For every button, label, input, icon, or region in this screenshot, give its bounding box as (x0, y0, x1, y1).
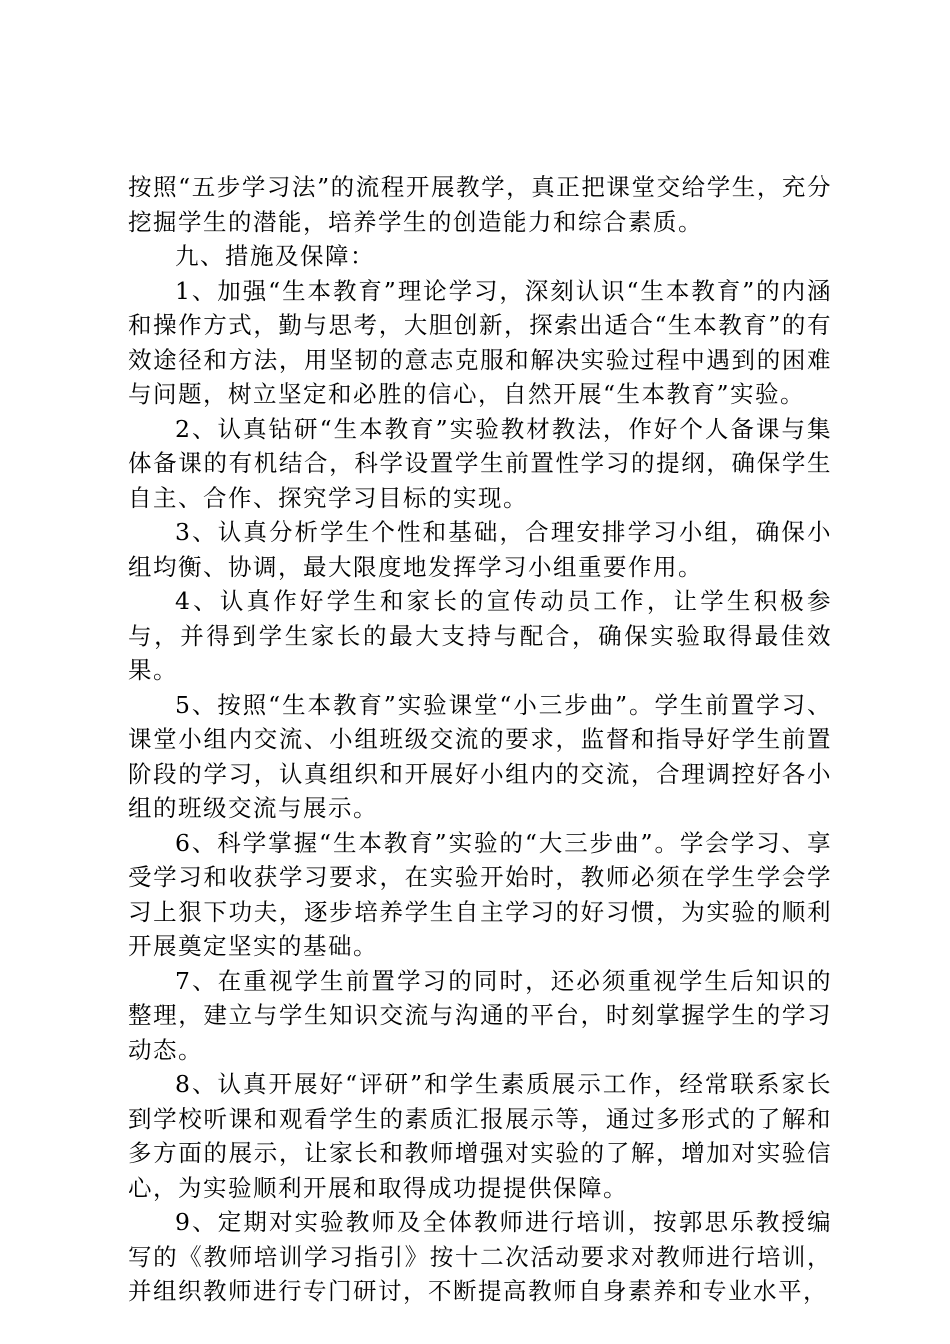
paragraph-item-4: 4、认真作好学生和家长的宣传动员工作，让学生积极参与，并得到学生家长的最大支持与配合，确保实验取得最佳效果。 (128, 587, 832, 684)
section-heading-measures: 九、措施及保障： (175, 242, 375, 270)
paragraph-continuation: 按照“五步学习法”的流程开展教学，真正把课堂交给学生，充分挖掘学生的潜能，培养学生的创造能力和综合素质。 (128, 173, 832, 236)
document-body (128, 170, 832, 1309)
paragraph-item-5: 5、按照“生本教育”实验课堂“小三步曲”。学生前置学习、课堂小组内交流、小组班级交流的要求，监督和指导好学生前置阶段的学习，认真组织和开展好小组内的交流，合理调控好各小组的班级交流与展示。 (128, 690, 832, 822)
paragraph-item-6: 6、科学掌握“生本教育”实验的“大三步曲”。学会学习、享受学习和收获学习要求，在实验开始时，教师必须在学生学会学习上狠下功夫，逐步培养学生自主学习的好习惯，为实验的顺利开展奠定坚实的基础。 (128, 828, 832, 960)
paragraph-item-1: 1、加强“生本教育”理论学习，深刻认识“生本教育”的内涵和操作方式，勤与思考，大胆创新，探索出适合“生本教育”的有效途径和方法，用坚韧的意志克服和解决实验过程中遇到的困难与问题，树立坚定和必胜的信心，自然开展“生本教育”实验。 (128, 276, 832, 408)
paragraph-item-7: 7、在重视学生前置学习的同时，还必须重视学生后知识的整理，建立与学生知识交流与沟通的平台，时刻掌握学生的学习动态。 (128, 966, 832, 1064)
paragraph-item-8: 8、认真开展好“评研”和学生素质展示工作，经常联系家长到学校听课和观看学生的素质汇报展示等，通过多形式的了解和多方面的展示，让家长和教师增强对实验的了解，增加对实验信心，为实验顺利开展和取得成功提提供保障。 (128, 1070, 832, 1202)
paragraph-item-3: 3、认真分析学生个性和基础，合理安排学习小组，确保小组均衡、协调，最大限度地发挥学习小组重要作用。 (128, 518, 832, 581)
paragraph-item-2: 2、认真钻研“生本教育”实验教材教法，作好个人备课与集体备课的有机结合，科学设置学生前置性学习的提纲，确保学生自主、合作、探究学习目标的实现。 (128, 414, 832, 512)
paragraph-item-9: 9、定期对实验教师及全体教师进行培训，按郭思乐教授编写的《教师培训学习指引》按十二次活动要求对教师进行培训，并组织教师进行专门研讨，不断提高教师自身素养和专业水平， (128, 1208, 832, 1305)
